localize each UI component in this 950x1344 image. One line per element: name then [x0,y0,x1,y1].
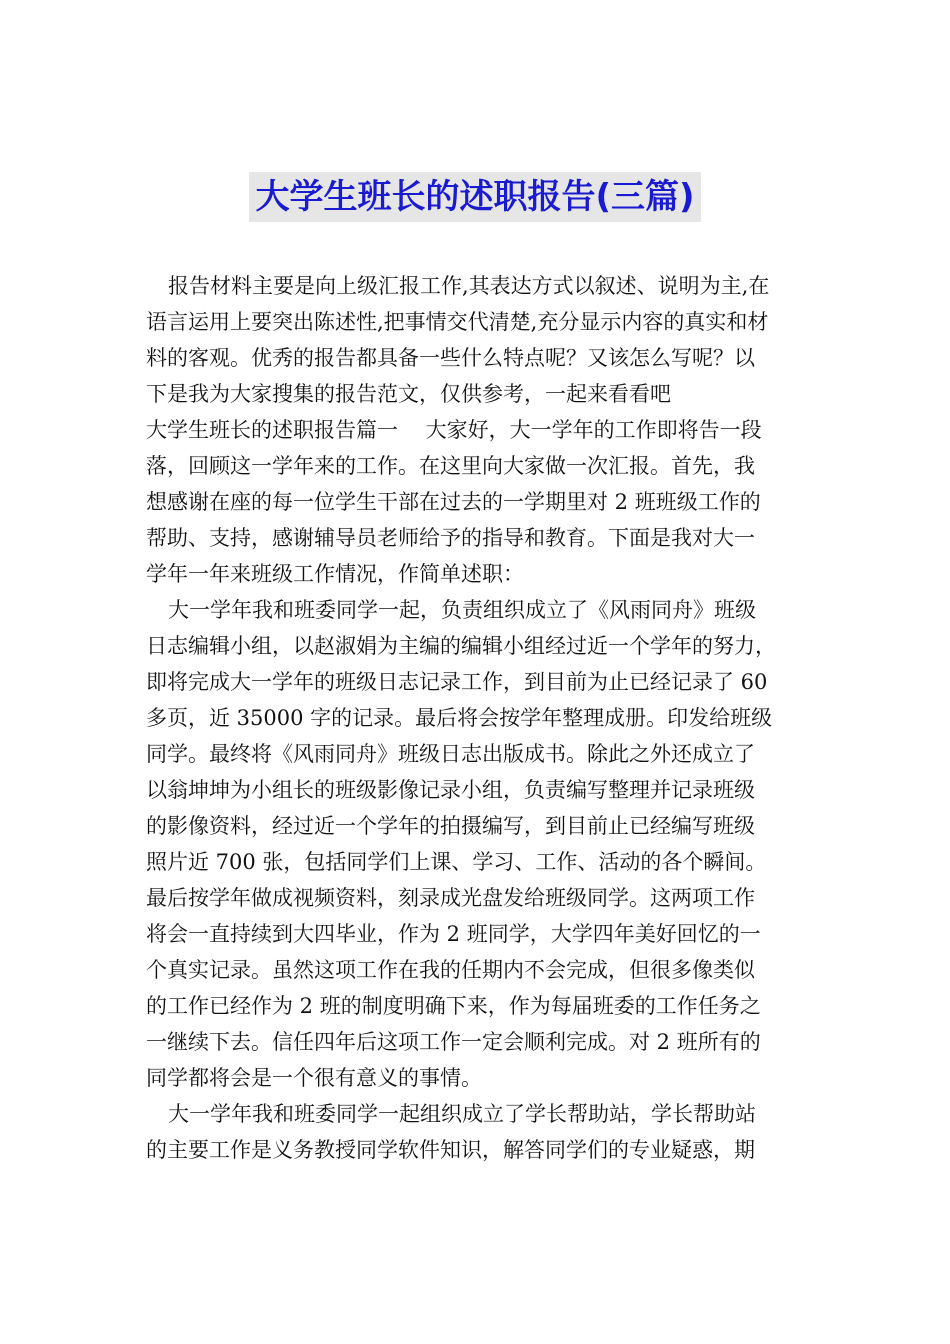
text-line: 大一学年我和班委同学一起组织成立了学长帮助站，学长帮助站 [168,1102,756,1126]
text-line: 将会一直持续到大四毕业，作为 2 班同学，大学四年美好回忆的一 [146,922,761,946]
text-line: 的主要工作是义务教授同学软件知识，解答同学们的专业疑惑，期 [146,1138,755,1162]
text-line: 想感谢在座的每一位学生干部在过去的一学期里对 2 班班级工作的 [146,490,761,514]
text-line: 最后按学年做成视频资料，刻录成光盘发给班级同学。这两项工作 [146,886,755,910]
text-line: 照片近 700 张，包括同学们上课、学习、工作、活动的各个瞬间。 [146,850,767,874]
text-line: 落，回顾这一学年来的工作。在这里向大家做一次汇报。首先，我 [146,454,755,478]
text-line: 学年一年来班级工作情况，作简单述职： [146,562,524,586]
text-line: 的工作已经作为 2 班的制度明确下来，作为每届班委的工作任务之 [146,994,761,1018]
document-title: 大学生班长的述职报告(三篇) [249,172,700,222]
text-line: 下是我为大家搜集的报告范文，仅供参考，一起来看看吧 [146,382,671,406]
text-line: 以翁坤坤为小组长的班级影像记录小组，负责编写整理并记录班级 [146,778,755,802]
text-line: 大学生班长的述职报告篇一 大家好，大一学年的工作即将告一段 [146,418,762,442]
text-line: 个真实记录。虽然这项工作在我的任期内不会完成，但很多像类似 [146,958,755,982]
text-line: 的影像资料，经过近一个学年的拍摄编写，到目前止已经编写班级 [146,814,755,838]
title-container [0,172,950,222]
text-line: 帮助、支持，感谢辅导员老师给予的指导和教育。下面是我对大一 [146,526,755,550]
text-line: 一继续下去。信任四年后这项工作一定会顺利完成。对 2 班所有的 [146,1030,761,1054]
text-line: 料的客观。优秀的报告都具备一些什么特点呢？又该怎么写呢？以 [146,346,755,370]
text-line: 报告材料主要是向上级汇报工作,其表达方式以叙述、说明为主,在 [168,274,770,298]
text-line: 同学都将会是一个很有意义的事情。 [146,1066,482,1090]
document-body [146,268,812,1168]
text-line: 同学。最终将《风雨同舟》班级日志出版成书。除此之外还成立了 [146,742,755,766]
text-line: 多页，近 35000 字的记录。最后将会按学年整理成册。印发给班级 [146,706,773,730]
text-line: 日志编辑小组，以赵淑娟为主编的编辑小组经过近一个学年的努力， [146,634,776,658]
text-line: 即将完成大一学年的班级日志记录工作，到目前为止已经记录了 60 [146,670,768,694]
text-line: 语言运用上要突出陈述性,把事情交代清楚,充分显示内容的真实和材 [146,310,769,334]
text-line: 大一学年我和班委同学一起，负责组织成立了《风雨同舟》班级 [168,598,756,622]
